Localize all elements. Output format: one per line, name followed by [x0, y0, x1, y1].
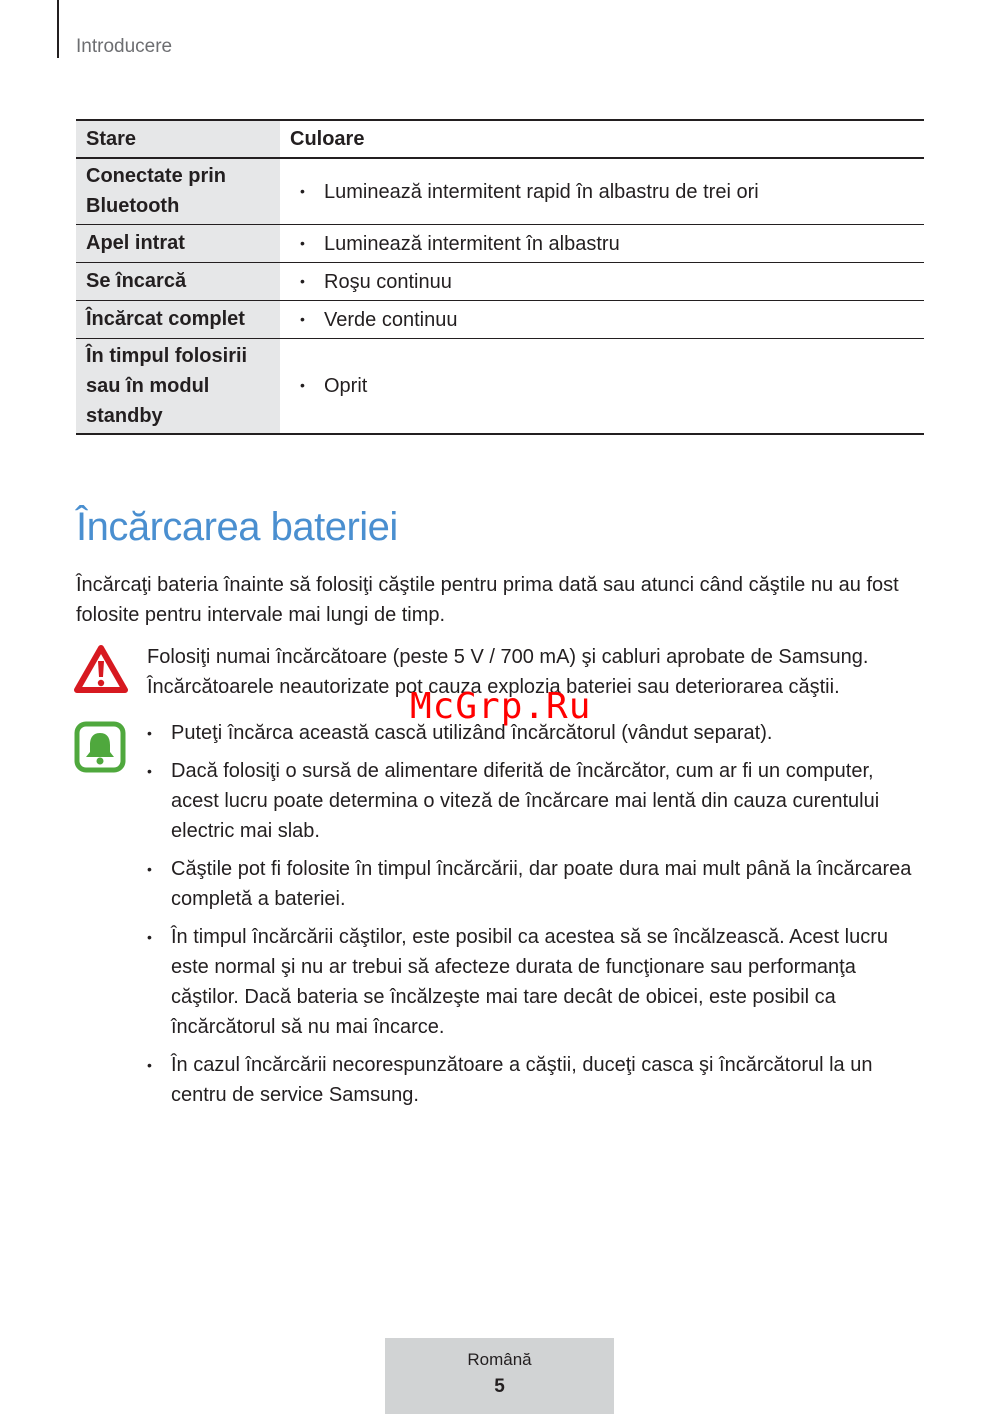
- list-item: [147, 922, 924, 1042]
- table-row: [76, 224, 924, 262]
- color-cell: [280, 300, 924, 338]
- watermark-logo: McGrp.Ru: [410, 686, 592, 727]
- bullet-icon: •: [147, 929, 152, 945]
- bullet-icon: •: [147, 861, 152, 877]
- list-item: [147, 756, 924, 846]
- warning-text: Folosiţi numai încărcătoare (peste 5 V / 700 mA) şi cabluri aprobate de Samsung. Încărcătoarele neautorizate pot cauza explozia bateriei sau deteriorarea căştii.: [147, 646, 869, 698]
- note-text: Căştile pot fi folosite în timpul încărcării, dar poate dura mai mult până la încărcarea completă a bateriei.: [171, 858, 912, 910]
- list-item: [147, 854, 924, 914]
- note-text: În timpul încărcării căştilor, este posibil ca acestea să se încălzească. Acest lucru este normal şi nu ar trebui să afecteze durata de funcţionare sau performanţa căştilor. Dacă bateria se încălzeşte mai tare decât de obicei, este posibil ca încărcătorul să nu mai încarce.: [171, 926, 889, 1038]
- led-status-table: [76, 119, 924, 435]
- table-row: [76, 262, 924, 300]
- section-heading: Încărcarea bateriei: [76, 505, 398, 549]
- table-row: [76, 338, 924, 434]
- bullet-icon: •: [300, 377, 305, 394]
- note-text: În cazul încărcării necorespunzătoare a căştii, duceţi casca şi încărcătorul la un centru de service Samsung.: [171, 1054, 873, 1106]
- warning-triangle-icon: [74, 644, 128, 694]
- bullet-icon: •: [300, 310, 305, 327]
- intro-paragraph: Încărcaţi bateria înainte să folosiţi căştile pentru prima dată sau atunci când căştile nu au fost folosite pentru intervale mai lungi de timp.: [76, 574, 899, 626]
- color-cell: [280, 158, 924, 224]
- state-cell: Se încarcă: [76, 262, 280, 300]
- color-value: Luminează intermitent rapid în albastru de trei ori: [324, 180, 759, 203]
- page-number: 5: [494, 1376, 505, 1397]
- bullet-icon: •: [147, 763, 152, 779]
- color-value: Luminează intermitent în albastru: [324, 232, 620, 255]
- table-row: [76, 158, 924, 224]
- state-cell: Încărcat complet: [76, 300, 280, 338]
- state-cell: În timpul folosirii sau în modul standby: [76, 338, 280, 434]
- page-footer: [385, 1338, 614, 1414]
- header-side-rule: [57, 0, 59, 58]
- state-cell: Apel intrat: [76, 224, 280, 262]
- column-header-color: Culoare: [290, 128, 365, 150]
- bullet-icon: •: [300, 272, 305, 289]
- table-row: [76, 300, 924, 338]
- color-value: Verde continuu: [324, 308, 458, 331]
- column-header-state: Stare: [76, 120, 280, 158]
- bullet-icon: •: [300, 234, 305, 251]
- footer-language: Română: [467, 1350, 532, 1369]
- bullet-icon: •: [300, 182, 305, 199]
- color-cell: [280, 338, 924, 434]
- bullet-icon: •: [147, 725, 152, 741]
- header-section-label: Introducere: [76, 36, 173, 57]
- color-cell: [280, 262, 924, 300]
- color-value: Roşu continuu: [324, 270, 452, 293]
- color-cell: [280, 224, 924, 262]
- notification-bell-icon: [74, 721, 126, 773]
- table-header-row: [76, 120, 924, 158]
- state-cell: Conectate prin Bluetooth: [76, 158, 280, 224]
- note-text: Dacă folosiţi o sursă de alimentare diferită de încărcător, cum ar fi un computer, acest lucru poate determina o viteză de încărcare mai lentă din cauza curentului electric mai slab.: [171, 760, 880, 842]
- notes-list: [147, 718, 924, 1118]
- bullet-icon: •: [147, 1057, 152, 1073]
- list-item: [147, 1050, 924, 1110]
- note-text: Puteţi încărca această cască utilizând încărcătorul (vândut separat).: [171, 722, 773, 744]
- color-value: Oprit: [324, 375, 368, 398]
